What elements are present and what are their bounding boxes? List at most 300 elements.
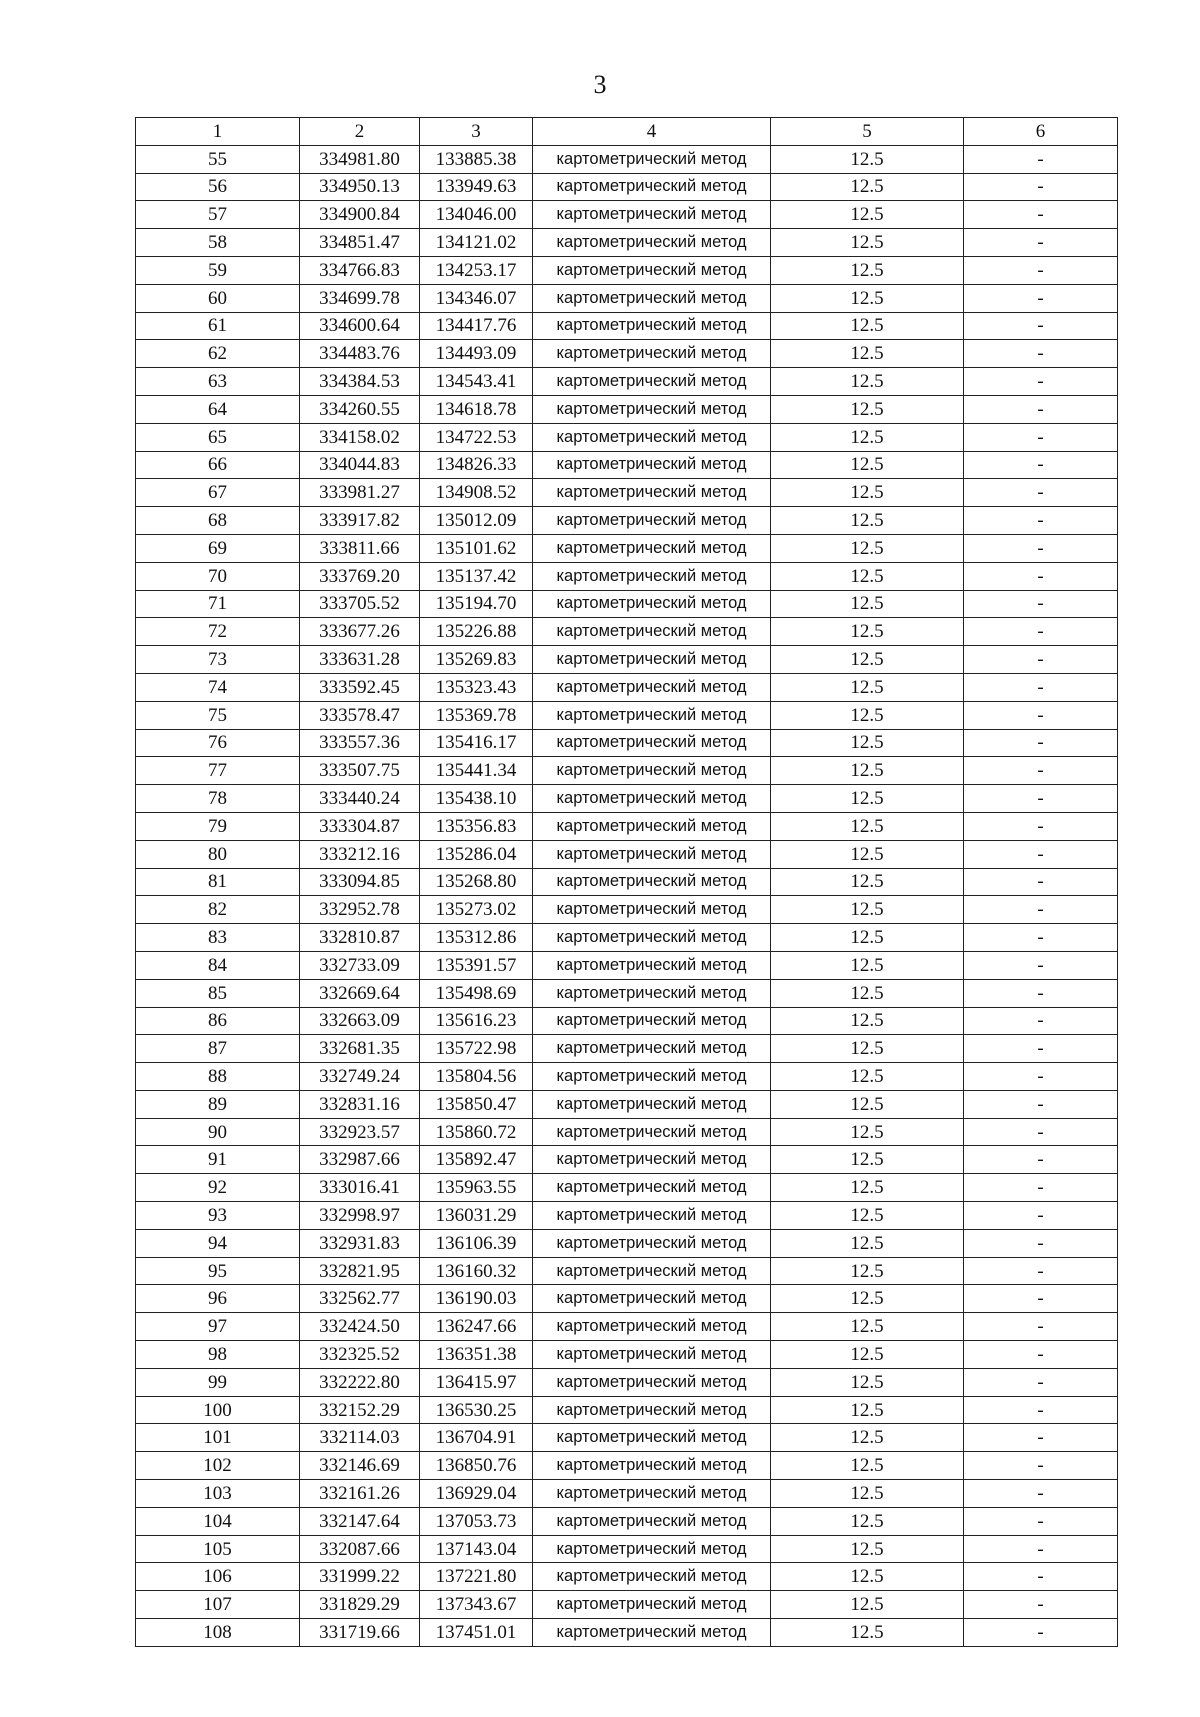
- column-header: 4: [533, 118, 771, 146]
- note-cell: -: [964, 562, 1118, 590]
- note-cell: -: [964, 924, 1118, 952]
- note-cell: -: [964, 201, 1118, 229]
- accuracy-cell: 12.5: [771, 1063, 964, 1091]
- note-cell: -: [964, 534, 1118, 562]
- accuracy-cell: 12.5: [771, 785, 964, 813]
- accuracy-cell: 12.5: [771, 1396, 964, 1424]
- table-row: [136, 1424, 1118, 1452]
- x-coordinate-cell: 332987.66: [300, 1146, 420, 1174]
- x-coordinate-cell: 332146.69: [300, 1452, 420, 1480]
- note-cell: -: [964, 1313, 1118, 1341]
- table-row: [136, 1507, 1118, 1535]
- accuracy-cell: 12.5: [771, 1341, 964, 1369]
- accuracy-cell: 12.5: [771, 924, 964, 952]
- accuracy-cell: 12.5: [771, 896, 964, 924]
- table-row: [136, 173, 1118, 201]
- note-cell: -: [964, 451, 1118, 479]
- point-number-cell: 81: [136, 868, 300, 896]
- accuracy-cell: 12.5: [771, 1535, 964, 1563]
- x-coordinate-cell: 332424.50: [300, 1313, 420, 1341]
- method-cell: картометрический метод: [533, 201, 771, 229]
- x-coordinate-cell: 332663.09: [300, 1007, 420, 1035]
- note-cell: -: [964, 173, 1118, 201]
- note-cell: -: [964, 1424, 1118, 1452]
- y-coordinate-cell: 133885.38: [420, 145, 533, 173]
- note-cell: -: [964, 1535, 1118, 1563]
- table-row: [136, 590, 1118, 618]
- point-number-cell: 55: [136, 145, 300, 173]
- table-body: [136, 145, 1118, 1646]
- note-cell: -: [964, 1341, 1118, 1369]
- y-coordinate-cell: 134618.78: [420, 395, 533, 423]
- table-row: [136, 646, 1118, 674]
- method-cell: картометрический метод: [533, 1424, 771, 1452]
- method-cell: картометрический метод: [533, 868, 771, 896]
- x-coordinate-cell: 334900.84: [300, 201, 420, 229]
- note-cell: -: [964, 312, 1118, 340]
- note-cell: -: [964, 979, 1118, 1007]
- method-cell: картометрический метод: [533, 979, 771, 1007]
- x-coordinate-cell: 333769.20: [300, 562, 420, 590]
- x-coordinate-cell: 332114.03: [300, 1424, 420, 1452]
- point-number-cell: 69: [136, 534, 300, 562]
- x-coordinate-cell: 334044.83: [300, 451, 420, 479]
- x-coordinate-cell: 333705.52: [300, 590, 420, 618]
- table-row: [136, 1229, 1118, 1257]
- accuracy-cell: 12.5: [771, 868, 964, 896]
- table-row: [136, 840, 1118, 868]
- note-cell: -: [964, 1007, 1118, 1035]
- y-coordinate-cell: 136850.76: [420, 1452, 533, 1480]
- y-coordinate-cell: 133949.63: [420, 173, 533, 201]
- method-cell: картометрический метод: [533, 1090, 771, 1118]
- note-cell: -: [964, 840, 1118, 868]
- point-number-cell: 88: [136, 1063, 300, 1091]
- x-coordinate-cell: 334600.64: [300, 312, 420, 340]
- point-number-cell: 56: [136, 173, 300, 201]
- table-row: [136, 368, 1118, 396]
- point-number-cell: 103: [136, 1480, 300, 1508]
- accuracy-cell: 12.5: [771, 673, 964, 701]
- note-cell: -: [964, 673, 1118, 701]
- y-coordinate-cell: 134543.41: [420, 368, 533, 396]
- point-number-cell: 95: [136, 1257, 300, 1285]
- point-number-cell: 76: [136, 729, 300, 757]
- table-row: [136, 145, 1118, 173]
- table-row: [136, 451, 1118, 479]
- table-row: [136, 284, 1118, 312]
- x-coordinate-cell: 333557.36: [300, 729, 420, 757]
- point-number-cell: 71: [136, 590, 300, 618]
- x-coordinate-cell: 332952.78: [300, 896, 420, 924]
- accuracy-cell: 12.5: [771, 256, 964, 284]
- x-coordinate-cell: 332998.97: [300, 1202, 420, 1230]
- point-number-cell: 80: [136, 840, 300, 868]
- point-number-cell: 77: [136, 757, 300, 785]
- table-row: [136, 868, 1118, 896]
- table-row: [136, 395, 1118, 423]
- table-row: [136, 534, 1118, 562]
- x-coordinate-cell: 332810.87: [300, 924, 420, 952]
- accuracy-cell: 12.5: [771, 395, 964, 423]
- note-cell: -: [964, 1118, 1118, 1146]
- method-cell: картометрический метод: [533, 1007, 771, 1035]
- y-coordinate-cell: 135273.02: [420, 896, 533, 924]
- point-number-cell: 100: [136, 1396, 300, 1424]
- y-coordinate-cell: 135356.83: [420, 812, 533, 840]
- x-coordinate-cell: 332931.83: [300, 1229, 420, 1257]
- accuracy-cell: 12.5: [771, 1285, 964, 1313]
- method-cell: картометрический метод: [533, 451, 771, 479]
- method-cell: картометрический метод: [533, 534, 771, 562]
- accuracy-cell: 12.5: [771, 951, 964, 979]
- table-row: [136, 340, 1118, 368]
- y-coordinate-cell: 136929.04: [420, 1480, 533, 1508]
- point-number-cell: 72: [136, 618, 300, 646]
- point-number-cell: 94: [136, 1229, 300, 1257]
- method-cell: картометрический метод: [533, 340, 771, 368]
- point-number-cell: 65: [136, 423, 300, 451]
- note-cell: -: [964, 1480, 1118, 1508]
- method-cell: картометрический метод: [533, 729, 771, 757]
- method-cell: картометрический метод: [533, 1535, 771, 1563]
- table-row: [136, 812, 1118, 840]
- y-coordinate-cell: 137053.73: [420, 1507, 533, 1535]
- note-cell: -: [964, 368, 1118, 396]
- y-coordinate-cell: 135137.42: [420, 562, 533, 590]
- method-cell: картометрический метод: [533, 1313, 771, 1341]
- x-coordinate-cell: 332152.29: [300, 1396, 420, 1424]
- note-cell: -: [964, 1563, 1118, 1591]
- accuracy-cell: 12.5: [771, 1118, 964, 1146]
- y-coordinate-cell: 135391.57: [420, 951, 533, 979]
- point-number-cell: 87: [136, 1035, 300, 1063]
- note-cell: -: [964, 1591, 1118, 1619]
- x-coordinate-cell: 334981.80: [300, 145, 420, 173]
- note-cell: -: [964, 618, 1118, 646]
- x-coordinate-cell: 333212.16: [300, 840, 420, 868]
- table-row: [136, 1619, 1118, 1647]
- x-coordinate-cell: 333507.75: [300, 757, 420, 785]
- method-cell: картометрический метод: [533, 173, 771, 201]
- point-number-cell: 79: [136, 812, 300, 840]
- point-number-cell: 85: [136, 979, 300, 1007]
- method-cell: картометрический метод: [533, 507, 771, 535]
- point-number-cell: 98: [136, 1341, 300, 1369]
- accuracy-cell: 12.5: [771, 1480, 964, 1508]
- table-row: [136, 312, 1118, 340]
- table-row: [136, 785, 1118, 813]
- point-number-cell: 101: [136, 1424, 300, 1452]
- accuracy-cell: 12.5: [771, 145, 964, 173]
- table-row: [136, 1007, 1118, 1035]
- table-row: [136, 1368, 1118, 1396]
- x-coordinate-cell: 334699.78: [300, 284, 420, 312]
- note-cell: -: [964, 256, 1118, 284]
- note-cell: -: [964, 785, 1118, 813]
- point-number-cell: 75: [136, 701, 300, 729]
- y-coordinate-cell: 137221.80: [420, 1563, 533, 1591]
- method-cell: картометрический метод: [533, 1285, 771, 1313]
- table-row: [136, 673, 1118, 701]
- method-cell: картометрический метод: [533, 1480, 771, 1508]
- x-coordinate-cell: 333981.27: [300, 479, 420, 507]
- method-cell: картометрический метод: [533, 1118, 771, 1146]
- point-number-cell: 64: [136, 395, 300, 423]
- method-cell: картометрический метод: [533, 1174, 771, 1202]
- x-coordinate-cell: 332222.80: [300, 1368, 420, 1396]
- y-coordinate-cell: 137343.67: [420, 1591, 533, 1619]
- table-row: [136, 951, 1118, 979]
- note-cell: -: [964, 507, 1118, 535]
- table-row: [136, 1313, 1118, 1341]
- accuracy-cell: 12.5: [771, 1313, 964, 1341]
- note-cell: -: [964, 395, 1118, 423]
- point-number-cell: 93: [136, 1202, 300, 1230]
- note-cell: -: [964, 646, 1118, 674]
- y-coordinate-cell: 135722.98: [420, 1035, 533, 1063]
- accuracy-cell: 12.5: [771, 1452, 964, 1480]
- x-coordinate-cell: 334260.55: [300, 395, 420, 423]
- accuracy-cell: 12.5: [771, 534, 964, 562]
- y-coordinate-cell: 137143.04: [420, 1535, 533, 1563]
- y-coordinate-cell: 137451.01: [420, 1619, 533, 1647]
- method-cell: картометрический метод: [533, 590, 771, 618]
- table-row: [136, 1341, 1118, 1369]
- point-number-cell: 84: [136, 951, 300, 979]
- table-row: [136, 562, 1118, 590]
- x-coordinate-cell: 333304.87: [300, 812, 420, 840]
- method-cell: картометрический метод: [533, 562, 771, 590]
- note-cell: -: [964, 951, 1118, 979]
- table-row: [136, 979, 1118, 1007]
- y-coordinate-cell: 135012.09: [420, 507, 533, 535]
- x-coordinate-cell: 333016.41: [300, 1174, 420, 1202]
- method-cell: картометрический метод: [533, 785, 771, 813]
- note-cell: -: [964, 1507, 1118, 1535]
- note-cell: -: [964, 284, 1118, 312]
- point-number-cell: 63: [136, 368, 300, 396]
- accuracy-cell: 12.5: [771, 562, 964, 590]
- table-row: [136, 618, 1118, 646]
- x-coordinate-cell: 333811.66: [300, 534, 420, 562]
- accuracy-cell: 12.5: [771, 618, 964, 646]
- x-coordinate-cell: 333094.85: [300, 868, 420, 896]
- y-coordinate-cell: 135498.69: [420, 979, 533, 1007]
- y-coordinate-cell: 135286.04: [420, 840, 533, 868]
- note-cell: -: [964, 1063, 1118, 1091]
- x-coordinate-cell: 332325.52: [300, 1341, 420, 1369]
- accuracy-cell: 12.5: [771, 1563, 964, 1591]
- column-header: 2: [300, 118, 420, 146]
- note-cell: -: [964, 868, 1118, 896]
- accuracy-cell: 12.5: [771, 590, 964, 618]
- table-row: [136, 201, 1118, 229]
- method-cell: картометрический метод: [533, 479, 771, 507]
- accuracy-cell: 12.5: [771, 479, 964, 507]
- y-coordinate-cell: 135860.72: [420, 1118, 533, 1146]
- y-coordinate-cell: 135323.43: [420, 673, 533, 701]
- x-coordinate-cell: 331719.66: [300, 1619, 420, 1647]
- accuracy-cell: 12.5: [771, 1507, 964, 1535]
- method-cell: картометрический метод: [533, 618, 771, 646]
- y-coordinate-cell: 136247.66: [420, 1313, 533, 1341]
- method-cell: картометрический метод: [533, 395, 771, 423]
- method-cell: картометрический метод: [533, 1229, 771, 1257]
- accuracy-cell: 12.5: [771, 340, 964, 368]
- accuracy-cell: 12.5: [771, 312, 964, 340]
- table-row: [136, 479, 1118, 507]
- method-cell: картометрический метод: [533, 1035, 771, 1063]
- method-cell: картометрический метод: [533, 1341, 771, 1369]
- accuracy-cell: 12.5: [771, 1090, 964, 1118]
- x-coordinate-cell: 332087.66: [300, 1535, 420, 1563]
- x-coordinate-cell: 333677.26: [300, 618, 420, 646]
- x-coordinate-cell: 332749.24: [300, 1063, 420, 1091]
- y-coordinate-cell: 136704.91: [420, 1424, 533, 1452]
- y-coordinate-cell: 135438.10: [420, 785, 533, 813]
- method-cell: картометрический метод: [533, 1063, 771, 1091]
- point-number-cell: 97: [136, 1313, 300, 1341]
- point-number-cell: 99: [136, 1368, 300, 1396]
- note-cell: -: [964, 1090, 1118, 1118]
- point-number-cell: 107: [136, 1591, 300, 1619]
- accuracy-cell: 12.5: [771, 173, 964, 201]
- point-number-cell: 67: [136, 479, 300, 507]
- note-cell: -: [964, 479, 1118, 507]
- table-row: [136, 1063, 1118, 1091]
- y-coordinate-cell: 134908.52: [420, 479, 533, 507]
- accuracy-cell: 12.5: [771, 423, 964, 451]
- table-row: [136, 1174, 1118, 1202]
- point-number-cell: 60: [136, 284, 300, 312]
- y-coordinate-cell: 135226.88: [420, 618, 533, 646]
- note-cell: -: [964, 1257, 1118, 1285]
- y-coordinate-cell: 134121.02: [420, 229, 533, 257]
- note-cell: -: [964, 340, 1118, 368]
- y-coordinate-cell: 135616.23: [420, 1007, 533, 1035]
- x-coordinate-cell: 333917.82: [300, 507, 420, 535]
- y-coordinate-cell: 135804.56: [420, 1063, 533, 1091]
- accuracy-cell: 12.5: [771, 229, 964, 257]
- point-number-cell: 73: [136, 646, 300, 674]
- method-cell: картометрический метод: [533, 1507, 771, 1535]
- method-cell: картометрический метод: [533, 312, 771, 340]
- table-row: [136, 896, 1118, 924]
- x-coordinate-cell: 332562.77: [300, 1285, 420, 1313]
- y-coordinate-cell: 135850.47: [420, 1090, 533, 1118]
- y-coordinate-cell: 136106.39: [420, 1229, 533, 1257]
- y-coordinate-cell: 135892.47: [420, 1146, 533, 1174]
- method-cell: картометрический метод: [533, 896, 771, 924]
- x-coordinate-cell: 331829.29: [300, 1591, 420, 1619]
- column-header: 6: [964, 118, 1118, 146]
- x-coordinate-cell: 332161.26: [300, 1480, 420, 1508]
- method-cell: картометрический метод: [533, 1257, 771, 1285]
- point-number-cell: 105: [136, 1535, 300, 1563]
- method-cell: картометрический метод: [533, 284, 771, 312]
- note-cell: -: [964, 1619, 1118, 1647]
- y-coordinate-cell: 135268.80: [420, 868, 533, 896]
- table-row: [136, 256, 1118, 284]
- note-cell: -: [964, 1146, 1118, 1174]
- method-cell: картометрический метод: [533, 1452, 771, 1480]
- note-cell: -: [964, 1174, 1118, 1202]
- accuracy-cell: 12.5: [771, 646, 964, 674]
- table-row: [136, 1591, 1118, 1619]
- accuracy-cell: 12.5: [771, 368, 964, 396]
- point-number-cell: 57: [136, 201, 300, 229]
- column-header: 5: [771, 118, 964, 146]
- point-number-cell: 102: [136, 1452, 300, 1480]
- method-cell: картометрический метод: [533, 229, 771, 257]
- point-number-cell: 108: [136, 1619, 300, 1647]
- column-header: 3: [420, 118, 533, 146]
- accuracy-cell: 12.5: [771, 451, 964, 479]
- table-header-row: [136, 118, 1118, 146]
- accuracy-cell: 12.5: [771, 1424, 964, 1452]
- y-coordinate-cell: 135416.17: [420, 729, 533, 757]
- point-number-cell: 96: [136, 1285, 300, 1313]
- column-header: 1: [136, 118, 300, 146]
- table-row: [136, 1090, 1118, 1118]
- y-coordinate-cell: 135963.55: [420, 1174, 533, 1202]
- y-coordinate-cell: 134493.09: [420, 340, 533, 368]
- table-row: [136, 1035, 1118, 1063]
- accuracy-cell: 12.5: [771, 1174, 964, 1202]
- accuracy-cell: 12.5: [771, 1202, 964, 1230]
- method-cell: картометрический метод: [533, 145, 771, 173]
- method-cell: картометрический метод: [533, 1591, 771, 1619]
- y-coordinate-cell: 134346.07: [420, 284, 533, 312]
- method-cell: картометрический метод: [533, 701, 771, 729]
- y-coordinate-cell: 135312.86: [420, 924, 533, 952]
- accuracy-cell: 12.5: [771, 1257, 964, 1285]
- page-number: 3: [593, 70, 607, 99]
- table-row: [136, 1285, 1118, 1313]
- point-number-cell: 83: [136, 924, 300, 952]
- point-number-cell: 92: [136, 1174, 300, 1202]
- accuracy-cell: 12.5: [771, 840, 964, 868]
- accuracy-cell: 12.5: [771, 729, 964, 757]
- accuracy-cell: 12.5: [771, 507, 964, 535]
- note-cell: -: [964, 812, 1118, 840]
- table-row: [136, 729, 1118, 757]
- method-cell: картометрический метод: [533, 812, 771, 840]
- point-number-cell: 90: [136, 1118, 300, 1146]
- y-coordinate-cell: 135269.83: [420, 646, 533, 674]
- y-coordinate-cell: 136415.97: [420, 1368, 533, 1396]
- point-number-cell: 106: [136, 1563, 300, 1591]
- method-cell: картометрический метод: [533, 1146, 771, 1174]
- accuracy-cell: 12.5: [771, 1146, 964, 1174]
- y-coordinate-cell: 136160.32: [420, 1257, 533, 1285]
- y-coordinate-cell: 135101.62: [420, 534, 533, 562]
- table-row: [136, 1396, 1118, 1424]
- table-row: [136, 1535, 1118, 1563]
- x-coordinate-cell: 333440.24: [300, 785, 420, 813]
- y-coordinate-cell: 134826.33: [420, 451, 533, 479]
- x-coordinate-cell: 334950.13: [300, 173, 420, 201]
- method-cell: картометрический метод: [533, 924, 771, 952]
- note-cell: -: [964, 1035, 1118, 1063]
- y-coordinate-cell: 136351.38: [420, 1341, 533, 1369]
- y-coordinate-cell: 134722.53: [420, 423, 533, 451]
- accuracy-cell: 12.5: [771, 1229, 964, 1257]
- accuracy-cell: 12.5: [771, 201, 964, 229]
- table-row: [136, 507, 1118, 535]
- accuracy-cell: 12.5: [771, 1368, 964, 1396]
